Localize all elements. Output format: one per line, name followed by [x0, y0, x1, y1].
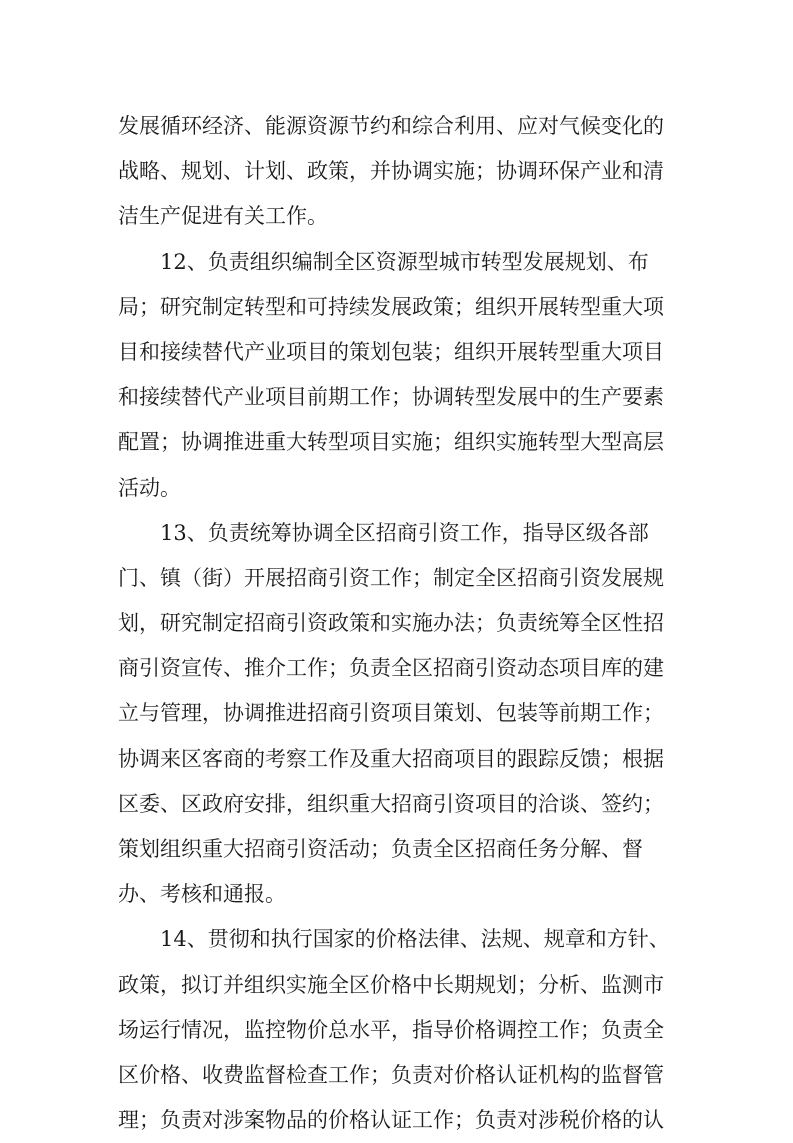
paragraph-13-start: 13、负责统筹协调全区招商引资工作，指导区级各部: [160, 520, 649, 545]
text-line: 活动。: [118, 475, 181, 500]
paragraph-14-start: 14、贯彻和执行国家的价格法律、法规、规章和方针、: [160, 927, 670, 952]
text-line: 场运行情况，监控物价总水平，指导价格调控工作；负责全: [118, 1017, 664, 1042]
text-line: 办、考核和通报。: [118, 882, 286, 907]
text-line: 发展循环经济、能源资源节约和综合利用、应对气候变化的: [118, 114, 664, 138]
text-line: 区价格、收费监督检查工作；负责对价格认证机构的监督管: [118, 1062, 664, 1087]
text-line: 商引资宣传、推介工作；负责全区招商引资动态项目库的建: [118, 656, 664, 681]
text-line: 协调来区客商的考察工作及重大招商项目的跟踪反馈；根据: [118, 746, 664, 771]
text-line: 立与管理，协调推进招商引资项目策划、包装等前期工作；: [118, 701, 664, 726]
text-line: 区委、区政府安排，组织重大招商引资项目的洽谈、签约；: [118, 791, 664, 816]
text-line: 策划组织重大招商引资活动；负责全区招商任务分解、督: [118, 837, 643, 861]
text-line: 门、镇（街）开展招商引资工作；制定全区招商引资发展规: [118, 565, 664, 590]
text-line: 理；负责对涉案物品的价格认证工作；负责对涉税价格的认: [118, 1108, 664, 1133]
text-line: 目和接续替代产业项目的策划包装；组织开展转型重大项目: [118, 339, 664, 364]
text-line: 政策，拟订并组织实施全区价格中长期规划；分析、监测市: [118, 972, 664, 997]
text-line: 配置；协调推进重大转型项目实施；组织实施转型大型高层: [118, 430, 664, 455]
text-line: 局；研究制定转型和可持续发展政策；组织开展转型重大项: [118, 294, 664, 319]
text-line: 划，研究制定招商引资政策和实施办法；负责统筹全区性招: [118, 611, 664, 636]
body-text: [118, 104, 678, 1143]
text-line: 战略、规划、计划、政策，并协调实施；协调环保产业和清: [118, 159, 664, 184]
text-line: 洁生产促进有关工作。: [118, 204, 328, 229]
paragraph-12-start: 12、负责组织编制全区资源型城市转型发展规划、布: [160, 249, 649, 274]
text-line: 和接续替代产业项目前期工作；协调转型发展中的生产要素: [118, 385, 664, 410]
